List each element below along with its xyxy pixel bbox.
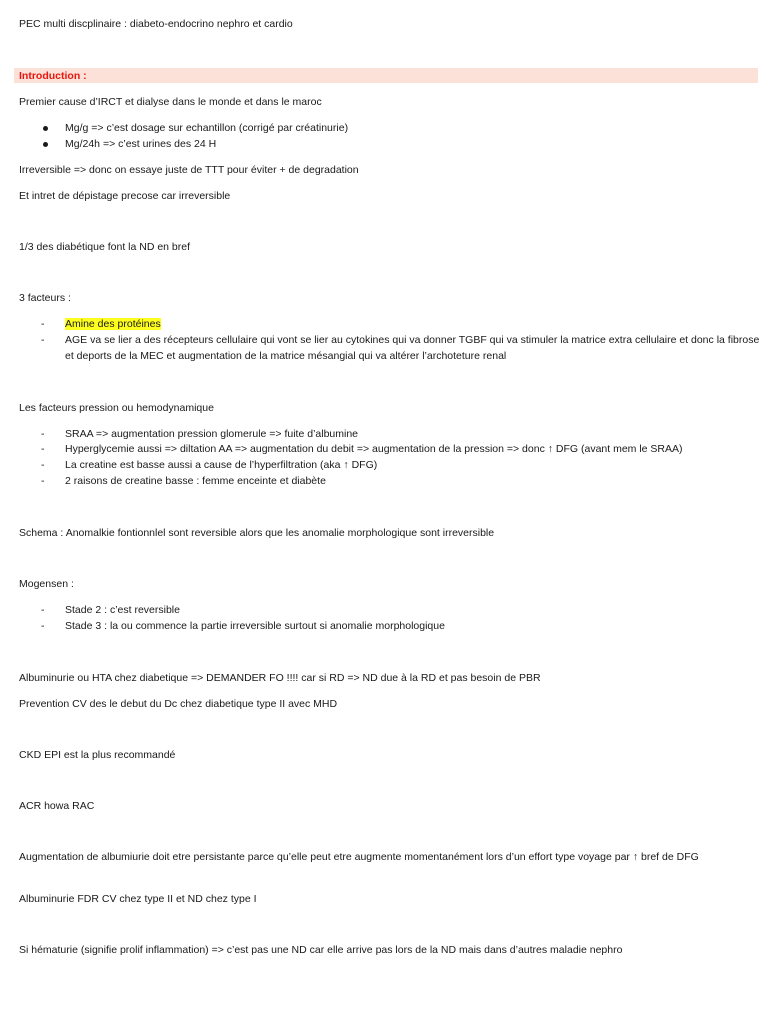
highlighted-text: Amine des protéines	[65, 318, 161, 330]
list-item: Stade 2 : c’est reversible	[65, 604, 180, 616]
dash-bullet-icon: -	[41, 443, 45, 455]
dash-bullet-icon: -	[41, 475, 45, 487]
list-item: La creatine est basse aussi a cause de l’hyperfiltration (aka ↑ DFG)	[65, 459, 378, 471]
dash-bullet-icon: -	[41, 604, 45, 616]
dash-bullet-icon: -	[41, 459, 45, 471]
paragraph: Prevention CV des le debut du Dc chez diabetique type II avec MHD	[19, 698, 338, 710]
paragraph: Irreversible => donc on essaye juste de TTT pour éviter + de degradation	[19, 164, 359, 176]
section-heading-background	[14, 68, 758, 83]
paragraph: Si hématurie (signifie prolif inflammation) => c’est pas une ND car elle arrive pas lors de la ND mais dans d’autres maladie nephro	[19, 944, 623, 956]
paragraph: Albuminurie FDR CV chez type II et ND chez type I	[19, 893, 257, 905]
list-item	[65, 318, 161, 331]
dash-bullet-icon: -	[41, 334, 45, 346]
list-item: Mg/g => c’est dosage sur echantillon (corrigé par créatinurie)	[65, 122, 349, 134]
list-item: SRAA => augmentation pression glomerule => fuite d’albumine	[65, 428, 359, 440]
list-item: Stade 3 : la ou commence la partie irreversible surtout si anomalie morphologique	[65, 620, 445, 632]
list-item: Mg/24h => c’est urines des 24 H	[65, 138, 217, 150]
paragraph: Augmentation de albumiurie doit etre persistante parce qu’elle peut etre augmente momentanément lors d’un effort type voyage par ↑ bref de DFG	[19, 851, 699, 863]
dash-bullet-icon: -	[41, 620, 45, 632]
paragraph: Et intret de dépistage precose car irreversible	[19, 190, 231, 202]
section-heading-introduction: Introduction :	[19, 70, 87, 82]
list-item: 2 raisons de creatine basse : femme enceinte et diabète	[65, 475, 326, 487]
paragraph: Les facteurs pression ou hemodynamique	[19, 402, 214, 414]
dash-bullet-icon: -	[41, 318, 45, 330]
bullet-dot-icon	[43, 142, 48, 147]
list-item: AGE va se lier a des récepteurs cellulaire qui vont se lier au cytokines qui va donner TGBF qui va stimuler la matrice extra cellulaire et donc la fibrose et deports de la MEC et augmentation de la matrice mésangial qui va altérer l’archoteture renal	[65, 334, 760, 362]
paragraph: 1/3 des diabétique font la ND en bref	[19, 241, 191, 253]
dash-bullet-icon: -	[41, 428, 45, 440]
document-title-line: PEC multi discplinaire : diabeto-endocrino nephro et cardio	[19, 18, 293, 30]
paragraph: CKD EPI est la plus recommandé	[19, 749, 176, 761]
paragraph: 3 facteurs :	[19, 292, 71, 304]
paragraph: Schema : Anomalkie fontionnlel sont reversible alors que les anomalie morphologique sont irreversible	[19, 527, 495, 539]
list-item: Hyperglycemie aussi => diltation AA => augmentation du debit => augmentation de la pression => donc ↑ DFG (avant mem le SRAA)	[65, 443, 683, 455]
bullet-dot-icon	[43, 126, 48, 131]
paragraph: Mogensen :	[19, 578, 74, 590]
paragraph: Premier cause d’IRCT et dialyse dans le monde et dans le maroc	[19, 96, 322, 108]
paragraph: Albuminurie ou HTA chez diabetique => DEMANDER FO !!!! car si RD => ND due à la RD et pas besoin de PBR	[19, 672, 541, 684]
paragraph: ACR howa RAC	[19, 800, 95, 812]
